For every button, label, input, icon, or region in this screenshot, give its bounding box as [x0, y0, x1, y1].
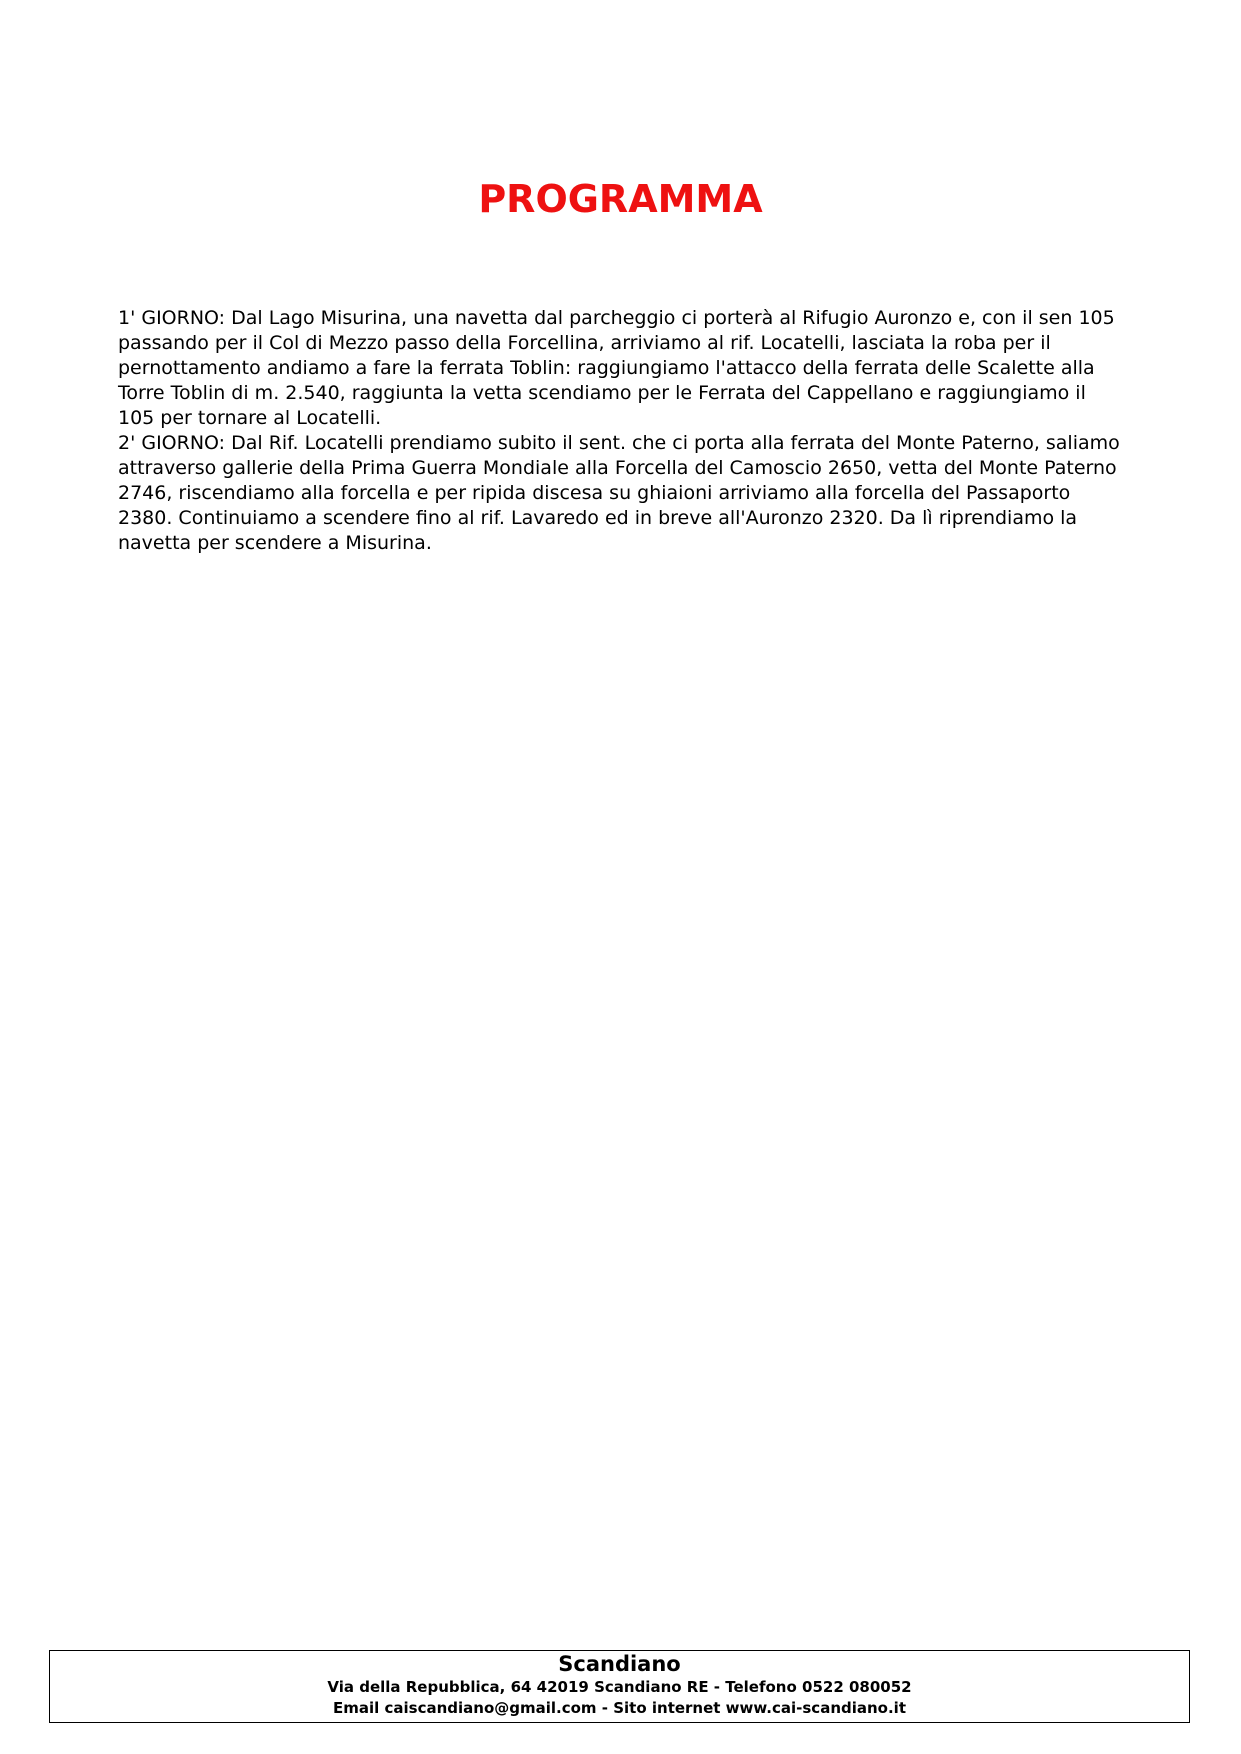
program-text — [118, 306, 1128, 556]
footer-address-line: Via della Repubblica, 64 42019 Scandiano RE - Telefono 0522 080052 — [327, 1678, 912, 1696]
footer-contact-line: Email caiscandiano@gmail.com - Sito internet www.cai-scandiano.it — [333, 1699, 906, 1717]
page-title: PROGRAMMA — [478, 177, 763, 221]
footer-box — [49, 1650, 1190, 1723]
footer-organization-name: Scandiano — [558, 1652, 681, 1676]
day-two-paragraph: 2' GIORNO: Dal Rif. Locatelli prendiamo subito il sent. che ci porta alla ferrata del Monte Paterno, saliamo attraverso gallerie della Prima Guerra Mondiale alla Forcella del Camoscio 2650, vetta del Monte Paterno 2746, riscendiamo alla forcella e per ripida discesa su ghiaioni arriviamo alla forcella del Passaporto 2380. Continuiamo a scendere fino al rif. Lavaredo ed in breve all'Auronzo 2320. Da lì riprendiamo la navetta per scendere a Misurina. — [118, 432, 1120, 554]
day-one-paragraph: 1' GIORNO: Dal Lago Misurina, una navetta dal parcheggio ci porterà al Rifugio Auronzo e, con il sen 105 passando per il Col di Mezzo passo della Forcellina, arriviamo al rif. Locatelli, lasciata la roba per il pernottamento andiamo a fare la ferrata Toblin: raggiungiamo l'attacco della ferrata delle Scalette alla Torre Toblin di m. 2.540, raggiunta la vetta scendiamo per le Ferrata del Cappellano e raggiungiamo il 105 per tornare al Locatelli. — [118, 307, 1115, 429]
